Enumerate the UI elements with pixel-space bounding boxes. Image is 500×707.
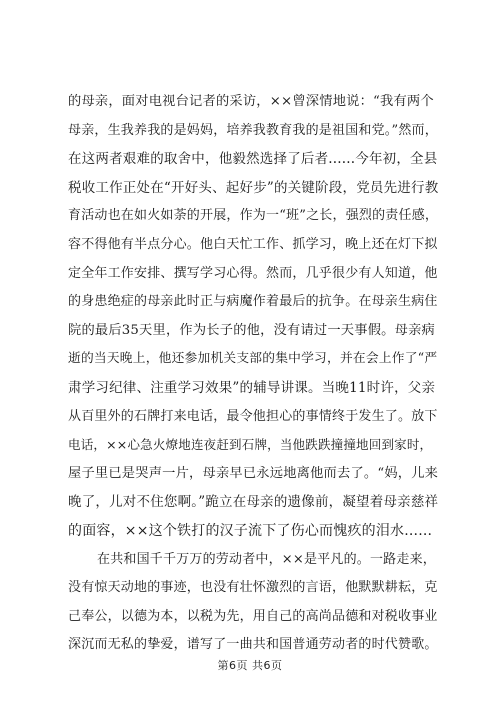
text-line: 电话，××心急火燎地连夜赶到石牌，当他跌跌撞撞地回到家时， xyxy=(68,437,433,453)
text-line: 逝的当天晚上，他还参加机关支部的集中学习，并在会上作了“严 xyxy=(68,351,438,367)
text-line: 税收工作正处在“开好头、起好步”的关键阶段，党员先进行教 xyxy=(68,179,439,196)
text-line: 的面容，××这个铁打的汉子流下了伤心而愧疚的泪水...... xyxy=(68,522,433,539)
text-line: 在这两者艰难的取舍中，他毅然选择了后者......今年初，全县 xyxy=(68,151,438,168)
text-line: 屋子里已是哭声一片，母亲早已永远地离他而去了。“妈，儿来 xyxy=(68,465,439,481)
text-line: 晚了，儿对不住您啊。”跪立在母亲的遗像前，凝望着母亲慈祥 xyxy=(68,494,439,511)
text-line: 母亲，生我养我的是妈妈，培养我教育我的是祖国和党。”然而， xyxy=(68,122,438,138)
paragraph-1 xyxy=(68,88,438,546)
paragraph-2 xyxy=(68,546,438,660)
text-line: 的母亲，面对电视台记者的采访，××曾深情地说：“我有两个 xyxy=(68,94,434,109)
text-line: 深沉而无私的挚爱，谱写了一曲共和国普通劳动者的时代赞歌。 xyxy=(68,637,438,653)
text-line: 没有惊天动地的事迹，也没有壮怀激烈的言语，他默默耕耘，克 xyxy=(68,580,438,596)
text-line: 容不得他有半点分心。他白天忙工作、抓学习，晚上还在灯下拟 xyxy=(68,236,438,252)
text-line: 从百里外的石牌打来电话，最令他担心的事情终于发生了。放下 xyxy=(68,408,438,424)
text-line: 育活动也在如火如荼的开展，作为一“班”之长，强烈的责任感， xyxy=(68,208,439,224)
text-line: 院的最后35天里，作为长子的他，没有请过一天事假。母亲病 xyxy=(68,322,435,338)
text-line: 己奉公，以德为本，以税为先，用自己的高尚品德和对税收事业 xyxy=(68,608,438,624)
text-line: 定全年工作安排、撰写学习心得。然而，几乎很少有人知道，他 xyxy=(68,265,438,281)
text-line: 在共和国千千万万的劳动者中，××是平凡的。一路走来， xyxy=(97,551,436,567)
page-number-footer: 第6页 共6页 xyxy=(217,659,283,672)
text-line: 的身患绝症的母亲此时正与病魔作着最后的抗争。在母亲生病住 xyxy=(68,294,438,310)
document-body xyxy=(68,88,438,660)
text-line: 肃学习纪律、注重学习效果”的辅导讲课。当晚11时许，父亲 xyxy=(68,379,436,396)
